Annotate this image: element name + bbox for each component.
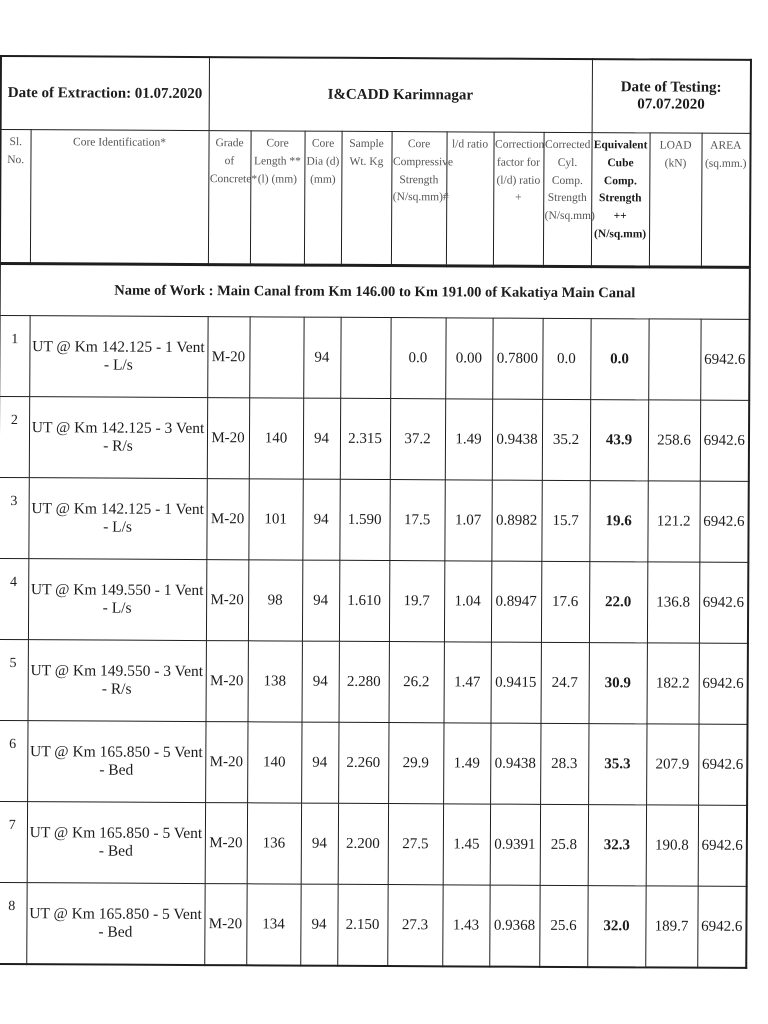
cell-sl-no: 7	[0, 801, 27, 882]
cell-ld-ratio: 1.04	[444, 561, 491, 642]
cell-grade: M-20	[206, 479, 248, 560]
cell-core-dia: 94	[301, 722, 338, 803]
cell-core-id: UT @ Km 142.125 - 1 Vent - L/s	[29, 316, 207, 398]
cell-corrected-strength: 35.2	[542, 399, 590, 480]
cell-grade: M-20	[206, 560, 248, 641]
cell-grade: M-20	[207, 398, 249, 479]
cell-correction-factor: 0.8982	[491, 480, 541, 561]
test-report-sheet	[0, 55, 752, 969]
col-header-ld-ratio: l/d ratio	[446, 132, 494, 266]
table-row	[0, 397, 749, 482]
cell-core-id: UT @ Km 142.125 - 3 Vent - R/s	[29, 397, 207, 479]
office-title: I&CADD Karimnagar	[209, 57, 592, 133]
cell-equivalent-cube: 30.9	[589, 643, 647, 724]
cell-core-dia: 94	[303, 398, 340, 479]
cell-ld-ratio: 1.47	[444, 642, 491, 723]
cell-core-length: 136	[247, 803, 301, 884]
cell-sample-wt: 1.610	[339, 560, 389, 641]
cell-core-dia: 94	[301, 803, 338, 884]
cell-core-dia: 94	[303, 317, 340, 398]
table-row	[0, 720, 748, 805]
cell-core-strength: 19.7	[389, 561, 444, 642]
cell-sl-no: 2	[0, 397, 29, 478]
data-rows	[0, 316, 750, 968]
cell-core-id: UT @ Km 149.550 - 1 Vent - L/s	[28, 559, 206, 641]
col-header-correction-factor: Correction factor for (l/d) ratio +	[493, 132, 544, 266]
cell-ld-ratio: 1.07	[444, 480, 491, 561]
cell-core-strength: 37.2	[390, 399, 445, 480]
cell-load: 136.8	[647, 562, 699, 643]
cell-area: 6942.6	[698, 805, 747, 886]
cell-load: 121.2	[647, 481, 699, 562]
cell-correction-factor: 0.8947	[491, 561, 541, 642]
name-of-work: Name of Work : Main Canal from Km 146.00 to Km 191.00 of Kakatiya Main Canal	[0, 264, 750, 320]
cell-core-strength: 17.5	[389, 480, 444, 561]
cell-area: 6942.6	[699, 562, 748, 643]
cell-area: 6942.6	[697, 886, 746, 968]
cell-corrected-strength: 24.7	[541, 642, 589, 723]
col-header-sample-wt: Sample Wt. Kg	[341, 131, 392, 265]
cell-correction-factor: 0.9391	[490, 804, 540, 885]
col-header-core-id: Core Identification*	[30, 130, 209, 265]
cell-grade: M-20	[206, 641, 248, 722]
cell-core-length: 98	[248, 560, 302, 641]
cell-sample-wt: 2.315	[340, 398, 390, 479]
cell-grade: M-20	[205, 722, 247, 803]
cell-sample-wt	[340, 317, 390, 398]
cell-core-dia: 94	[302, 479, 339, 560]
col-header-core-length: Core Length ** (l) (mm)	[250, 131, 305, 265]
cell-load: 189.7	[645, 886, 697, 968]
cell-area: 6942.6	[699, 481, 748, 562]
cell-core-strength: 0.0	[390, 318, 445, 399]
cell-corrected-strength: 25.6	[539, 885, 587, 967]
cell-load: 182.2	[647, 643, 699, 724]
cell-core-id: UT @ Km 165.850 - 5 Vent - Bed	[27, 802, 205, 884]
cell-correction-factor: 0.9438	[492, 399, 542, 480]
cell-core-id: UT @ Km 142.125 - 1 Vent - L/s	[28, 478, 206, 560]
col-header-grade: Grade of Concrete*	[208, 131, 251, 265]
cell-ld-ratio: 0.00	[445, 318, 492, 399]
col-header-core-strength: Core Compressive Strength (N/sq.mm)#	[391, 132, 447, 266]
cell-sl-no: 5	[0, 639, 28, 720]
cell-grade: M-20	[205, 803, 247, 884]
cell-correction-factor: 0.9415	[491, 642, 541, 723]
table-row	[0, 477, 749, 562]
cell-load: 258.6	[648, 400, 700, 481]
cell-core-length: 140	[247, 722, 301, 803]
cell-grade: M-20	[207, 317, 249, 398]
cell-sample-wt: 2.150	[337, 884, 387, 966]
name-of-work-row	[0, 264, 750, 320]
cell-core-length: 138	[248, 641, 302, 722]
cell-sl-no: 1	[0, 316, 30, 397]
cell-load: 207.9	[646, 724, 698, 805]
cell-ld-ratio: 1.45	[443, 804, 490, 885]
cell-equivalent-cube: 22.0	[589, 562, 647, 643]
cell-ld-ratio: 1.43	[442, 885, 489, 967]
cell-equivalent-cube: 0.0	[590, 319, 648, 400]
table-row	[0, 801, 747, 886]
cell-grade: M-20	[204, 884, 246, 966]
col-header-area: AREA (sq.mm.)	[701, 133, 751, 267]
cell-equivalent-cube: 35.3	[588, 724, 646, 805]
column-header-row	[0, 130, 751, 268]
cell-area: 6942.6	[700, 400, 749, 481]
core-test-table	[0, 55, 752, 969]
cell-core-strength: 26.2	[389, 642, 444, 723]
cell-sl-no: 4	[0, 558, 28, 639]
cell-sample-wt: 2.200	[338, 803, 388, 884]
cell-ld-ratio: 1.49	[443, 723, 490, 804]
cell-sl-no: 3	[0, 477, 29, 558]
cell-ld-ratio: 1.49	[445, 399, 492, 480]
cell-core-dia: 94	[302, 641, 339, 722]
cell-load	[648, 319, 700, 400]
cell-sample-wt: 2.280	[339, 641, 389, 722]
cell-corrected-strength: 28.3	[540, 723, 588, 804]
table-row	[0, 316, 750, 401]
col-header-sl: Sl. No.	[0, 130, 31, 264]
cell-core-length	[249, 317, 303, 398]
cell-core-strength: 29.9	[388, 723, 443, 804]
cell-corrected-strength: 15.7	[541, 480, 589, 561]
cell-core-dia: 94	[300, 884, 337, 966]
cell-correction-factor: 0.9368	[489, 885, 539, 967]
cell-core-strength: 27.5	[388, 804, 443, 885]
cell-core-id: UT @ Km 149.550 - 3 Vent - R/s	[28, 640, 206, 722]
table-row	[0, 558, 748, 643]
cell-correction-factor: 0.9438	[490, 723, 540, 804]
cell-core-strength: 27.3	[387, 885, 442, 967]
cell-load: 190.8	[646, 805, 698, 886]
cell-core-id: UT @ Km 165.850 - 5 Vent - Bed	[27, 721, 205, 803]
date-of-extraction: Date of Extraction: 01.07.2020	[1, 56, 209, 131]
cell-core-length: 134	[246, 884, 300, 966]
cell-core-length: 101	[248, 479, 302, 560]
col-header-load: LOAD (kN)	[649, 133, 702, 267]
cell-area: 6942.6	[699, 643, 748, 724]
title-row	[1, 56, 751, 133]
cell-core-length: 140	[249, 398, 303, 479]
cell-area: 6942.6	[698, 724, 747, 805]
col-header-equivalent-cube: Equivalent Cube Comp. Strength ++ (N/sq.mm)	[591, 133, 650, 267]
cell-sl-no: 8	[0, 882, 27, 964]
cell-corrected-strength: 17.6	[541, 561, 589, 642]
cell-equivalent-cube: 32.3	[588, 805, 646, 886]
col-header-corrected-strength: Corrected Cyl. Comp. Strength (N/sq.mm)	[543, 132, 592, 266]
cell-corrected-strength: 0.0	[542, 318, 590, 399]
cell-corrected-strength: 25.8	[540, 804, 588, 885]
table-row	[0, 639, 748, 724]
date-of-testing: Date of Testing: 07.07.2020	[592, 59, 751, 133]
cell-sample-wt: 2.260	[338, 722, 388, 803]
cell-equivalent-cube: 32.0	[587, 886, 645, 968]
cell-equivalent-cube: 19.6	[589, 481, 647, 562]
cell-sl-no: 6	[0, 720, 28, 801]
cell-core-dia: 94	[302, 560, 339, 641]
cell-area: 6942.6	[700, 319, 749, 400]
cell-equivalent-cube: 43.9	[590, 400, 648, 481]
cell-core-id: UT @ Km 165.850 - 5 Vent - Bed	[26, 883, 204, 965]
col-header-core-dia: Core Dia (d) (mm)	[304, 131, 342, 265]
cell-correction-factor: 0.7800	[492, 318, 542, 399]
cell-sample-wt: 1.590	[339, 479, 389, 560]
table-row	[0, 882, 747, 967]
